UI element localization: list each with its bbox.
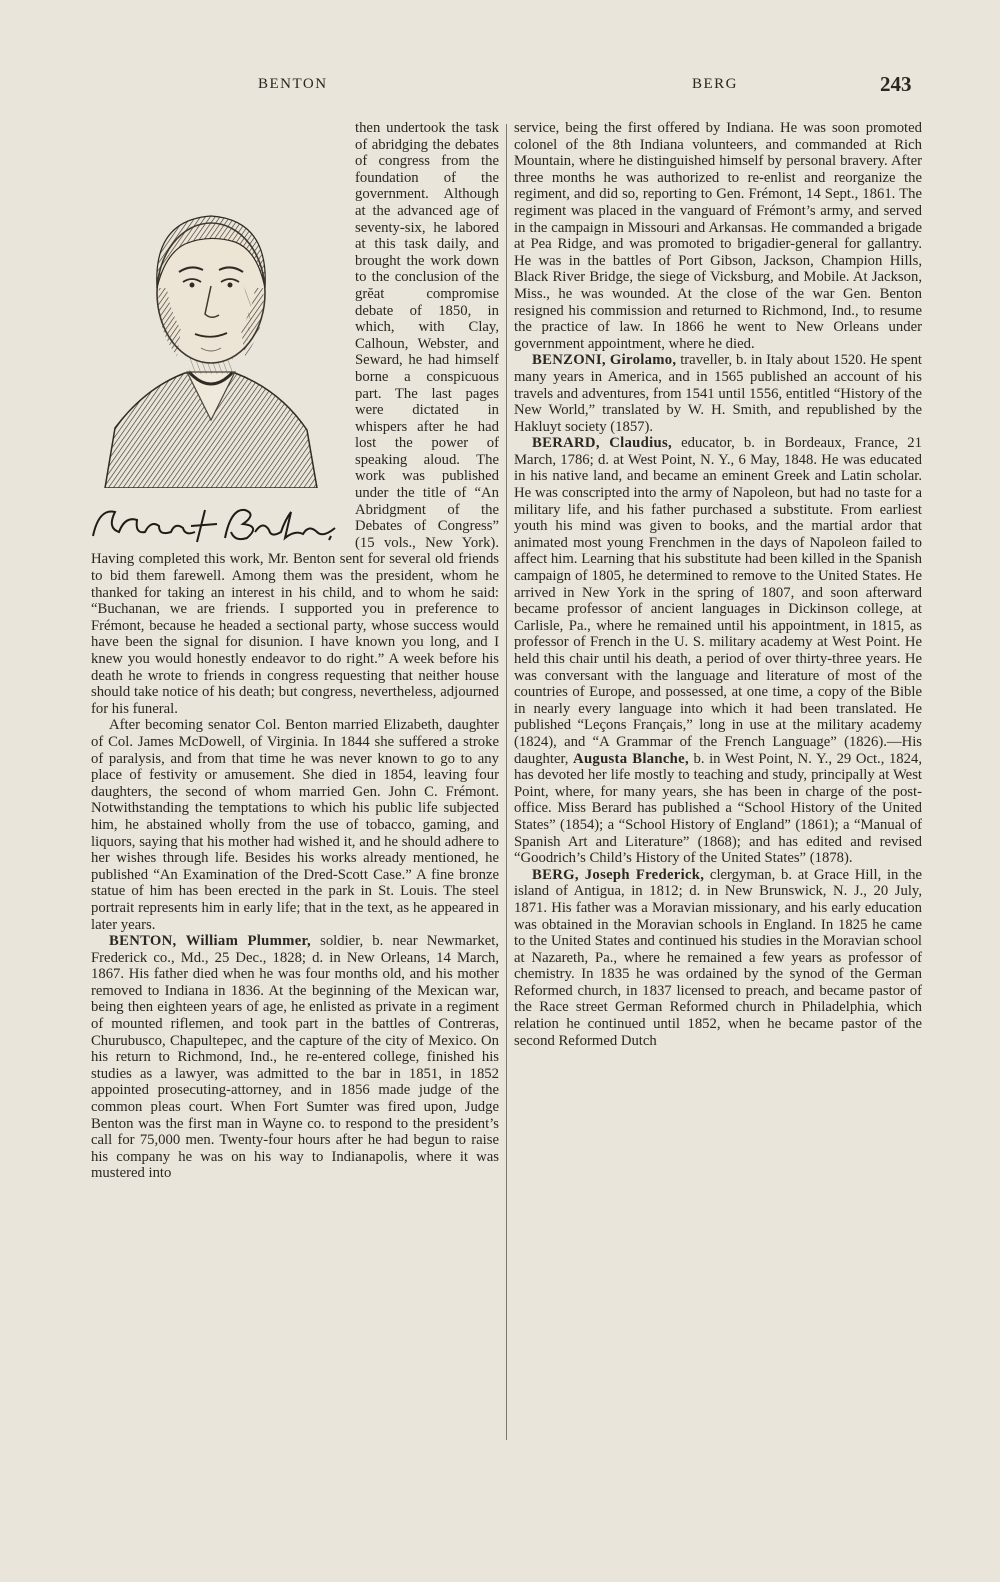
right-column	[514, 120, 922, 1049]
entry-benzoni	[514, 352, 922, 435]
paragraph-benton-abridgment: then undertook the task of abridging the debates of congress from the foundation of the government. Although at the advanced age of seventy-six, he labored at this task daily, and brought the work down to the conclusion of the grĕat compromise debate of 1850, in which, with Clay, Calhoun, Webster, and Seward, he had himself borne a conspicuous part. The last pages were dictated in whispers after he had lost the power of speaking aloud. The work was published under the title of “An Abridgment of the Debates of Congress” (15 vols., New York). Having completed this work, Mr. Benton sent for several old friends to bid them farewell. Among them was the president, whom he thanked for taking an interest in his child, and to whom he said: “Buchanan, we are friends. I supported you in preference to Frémont, because he headed a sectional party, whose success would have been the signal for disunion. I have known you long, and I knew you would honestly endeavor to do right.” A week before his death he wrote to friends in congress requesting that neither house should take notice of his death; but congress, nevertheless, adjourned for his funeral.	[91, 120, 499, 717]
entry-text: clergyman, b. at Grace Hill, in the island of Antigua, in 1812; d. in New Brunswick, N. J., 20 July, 1871. His father was a Moravian missionary, and his early education was obtained in the Moravian schools in England. In 1825 he came to the United States and continued his studies in the Moravian school at Nazareth, Pa., where he remained a few years as professor of chemistry. In 1835 he was ordained by the synod of the German Reformed church, in 1837 licensed to preach, and became pastor of the Race street German Reformed church in Philadelphia, which relation he continued until 1852, when he became pastor of the second Reformed Dutch	[514, 866, 922, 1049]
paragraph-benton-continued: service, being the first offered by Indiana. He was soon promoted colonel of the 8th Indiana volunteers, and commanded at Rich Mountain, where he distinguished himself by personal bravery. After three months he was authorized to re-enlist and reorganize the regiment, and did so, reporting to Gen. Frémont, 14 Sept., 1861. The regiment was placed in the vanguard of Frémont’s army, and served in the campaign in Missouri and Arkansas. He commanded a brigade at Pea Ridge, and was promoted to brigadier-general for gallantry. He was in the battles of Port Gibson, Jackson, Champion Hills, Black River Bridge, the siege of Vicksburg, and Mobile. At Jackson, Miss., he was wounded. At the close of the war Gen. Benton resigned his commission and returned to Richmond, Ind., to resume the practice of law. In 1866 he went to New Orleans under government appointment, where he died.	[514, 120, 922, 352]
entry-text: traveller, b. in Italy about 1520. He spent many years in America, and in 1565 published an account of his travels and adventures, from 1541 until 1556, entitled “History of the New World,” translated by W. H. Smith, and republished by the Hakluyt society (1857).	[514, 352, 923, 435]
left-column	[91, 120, 499, 1182]
running-head-left: BENTON	[258, 76, 328, 92]
entry-subheadword: Augusta Blanche,	[573, 750, 689, 767]
paragraph-benton-family: After becoming senator Col. Benton married Elizabeth, daughter of Col. James McDowell, of Virginia. In 1844 she suffered a stroke of paralysis, and from that time he was never known to go to any place of festivity or amusement. She died in 1854, leaving four daughters, the second of whom married Gen. John C. Frémont. Notwithstanding the temptations to which his public life subjected him, he abstained wholly from the use of tobacco, gaming, and liquors, saying that his mother had wished it, and he should adhere to her wishes through life. Besides his works already mentioned, he published “An Examination of the Dred-Scott Case.” A fine bronze statue of him has been erected in the park in St. Louis. The steel portrait represents him in early life; that in the text, as he appeared in later years.	[91, 717, 499, 933]
entry-text: b. in West Point, N. Y., 29 Oct., 1824, has devoted her life mostly to teaching and study, principally at West Point, where, for many years, she has been in charge of the post-office. Miss Berard has published a “School History of the United States” (1854); a “School History of England” (1861); a “Manual of Spanish Art and Literature” (1868); and has edited and revised “Goodrich’s Child’s History of the United States” (1878).	[514, 750, 923, 867]
column-divider	[506, 124, 507, 1440]
entry-text: soldier, b. near Newmarket, Frederick co., Md., 25 Dec., 1828; d. in New Orleans, 14 March, 1867. His father died when he was four months old, and his mother removed to Indiana in 1836. At the beginning of the Mexican war, being then eighteen years of age, he enlisted as private in a regiment of mounted riflemen, and took part in the battles of Contreras, Churubusco, Chapultepec, and the capture of the city of Mexico. On his return to Richmond, Ind., he re-entered college, finished his studies as a lawyer, was admitted to the bar in 1851, in 1852 appointed prosecuting-attorney, and in 1856 made judge of the common pleas court. When Fort Sumter was fired upon, Judge Benton was the first man in Wayne co. to respond to the president’s call for 75,000 men. Twenty-four hours after he had begun to raise his company he was on his way to Indianapolis, where it was mustered into	[91, 933, 499, 1182]
running-head-right: BERG	[692, 76, 739, 92]
entry-headword: BERARD, Claudius,	[532, 435, 672, 452]
entry-berard	[514, 435, 922, 866]
entry-headword: BENTON, William Plummer,	[109, 933, 311, 950]
entry-text: educator, b. in Bordeaux, France, 21 March, 1786; d. at West Point, N. Y., 6 May, 1848. He was educated in his native land, and became an eminent Greek and Latin scholar. He was conscripted into the army of Napoleon, but had no taste for a military life, and his father purchased a substitute. From earliest youth his mind was given to books, and the martial ardor that animated most young Frenchmen in the days of Napoleon failed to affect him. Learning that his substitute had been killed in the Spanish campaign of 1805, he determined to remove to the United States. He arrived in New York in the spring of 1807, and soon afterward became professor of ancient languages in Dickinson college, at Carlisle, Pa., where he remained until his appointment, in 1815, as professor of French in the U. S. military academy at West Point. He held this chair until his death, a period of over thirty-three years. He was conversant with the language and literature of most of the countries of Europe, and possessed, at one time, a copy of the Bible in nearly every language into which it had been translated. He published “Leçons Français,” long in use at the military academy (1824), and “A Grammar of the French Language” (1826).—His daughter,	[514, 435, 922, 767]
entry-headword: BERG, Joseph Frederick,	[532, 866, 705, 883]
portrait-figure	[85, 120, 349, 550]
entry-headword: BENZONI, Girolamo,	[532, 352, 677, 369]
engraved-portrait-icon	[85, 158, 335, 488]
handwritten-signature-icon	[85, 502, 347, 548]
entry-benton-william	[91, 933, 499, 1182]
entry-berg	[514, 867, 922, 1050]
page-number: 243	[880, 72, 912, 96]
